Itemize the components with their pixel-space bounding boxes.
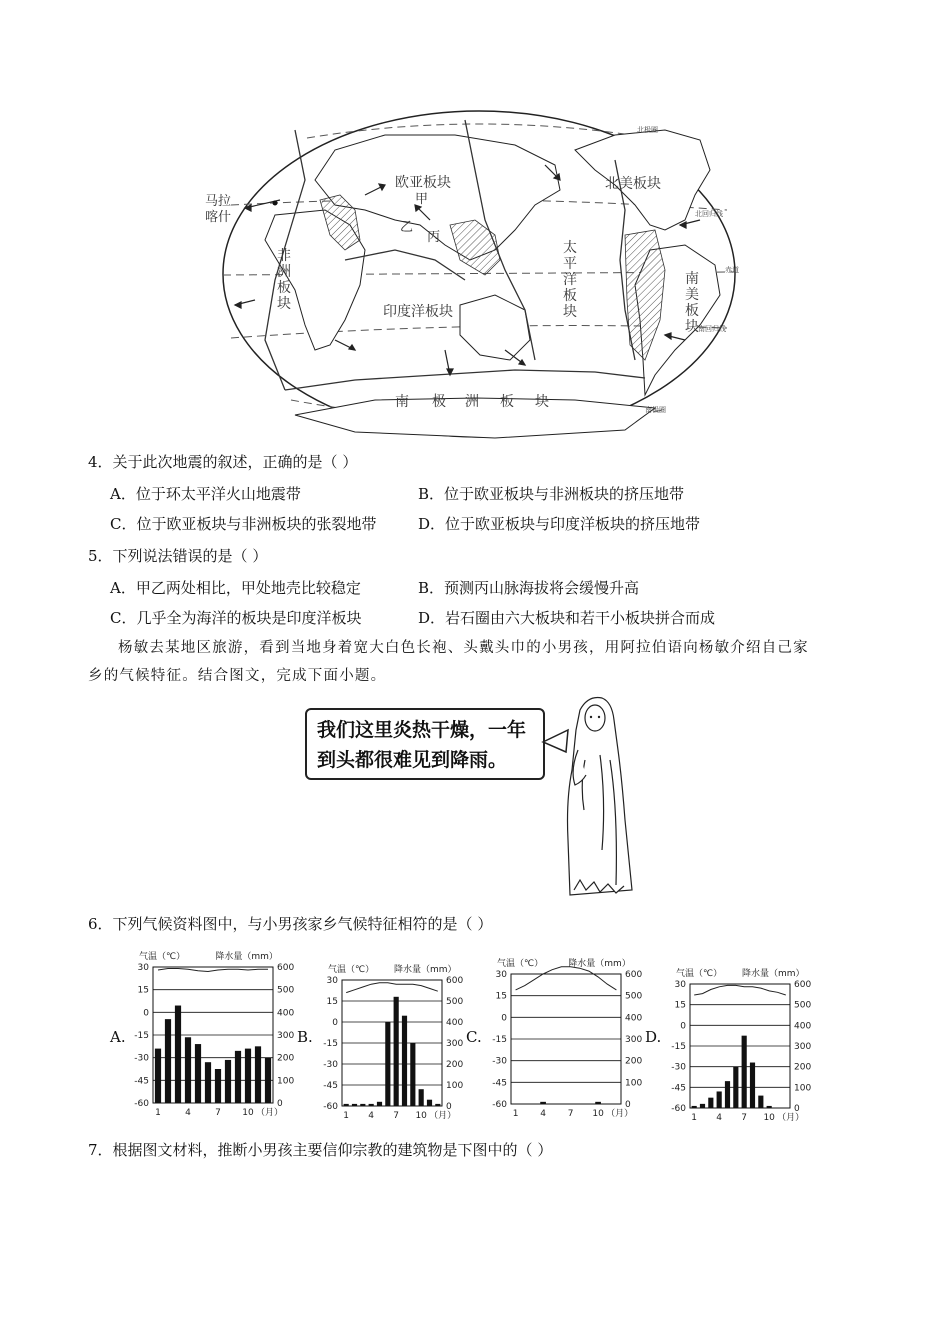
precip-bar — [155, 1049, 161, 1103]
temp-tick: -15 — [671, 1042, 686, 1052]
label-malakesh-2: 喀什 — [205, 210, 232, 225]
label-antarctic-4: 板 — [500, 394, 514, 410]
label-north-america: 北美板块 — [605, 176, 661, 192]
precip-tick: 200 — [277, 1053, 295, 1064]
q4-option-d[interactable]: D．位于欧亚板块与印度洋板块的挤压地带 — [418, 515, 701, 533]
month-tick: 4 — [185, 1108, 191, 1118]
passage-line-1: 杨敏去某地区旅游，看到当地身着宽大白色长袍、头戴头巾的小男孩，用阿拉伯语向杨敏介绍自己家 — [118, 640, 809, 656]
precip-bar — [402, 1016, 407, 1106]
label-south-america-2: 美 — [685, 287, 699, 303]
precip-tick: 400 — [794, 1021, 812, 1032]
q4-stem: 4．关于此次地震的叙述，正确的是（ ） — [88, 453, 358, 471]
chart-b-option-label[interactable]: B. — [297, 1028, 313, 1046]
precip-tick: 400 — [446, 1018, 464, 1028]
temp-tick: -60 — [323, 1102, 338, 1112]
label-eurasia: 欧亚板块 — [395, 175, 451, 191]
precip-bar — [344, 1104, 349, 1106]
precip-tick: 500 — [446, 997, 464, 1007]
month-tick: 10 — [415, 1111, 427, 1120]
label-pacific-3: 洋 — [563, 272, 577, 288]
precip-tick: 500 — [277, 985, 295, 996]
bubble-line-1: 我们这里炎热干燥，一年 — [317, 719, 527, 741]
temp-axis-title: 气温（℃） — [497, 959, 544, 969]
precip-bar — [265, 1058, 271, 1103]
chart-b — [312, 960, 482, 1120]
month-tick: 1 — [155, 1108, 161, 1118]
temp-tick: 15 — [495, 991, 507, 1002]
temp-axis-title: 气温（℃） — [676, 969, 723, 979]
month-tick: 1 — [343, 1111, 350, 1120]
temp-tick: 0 — [501, 1013, 507, 1024]
label-antarctic-5: 块 — [535, 394, 549, 410]
label-south-america-3: 板 — [685, 303, 699, 319]
month-unit: （月） — [256, 1108, 284, 1118]
label-antarctic-3: 洲 — [465, 394, 479, 410]
precip-bar — [410, 1043, 415, 1106]
precip-tick: 100 — [794, 1083, 812, 1094]
month-tick: 7 — [567, 1109, 574, 1118]
bubble-line-2: 到头都很难见到降雨。 — [317, 749, 508, 771]
label-south-america-1: 南 — [685, 271, 699, 287]
precip-tick: 100 — [625, 1078, 643, 1089]
label-pacific-5: 块 — [563, 304, 577, 320]
speech-bubble — [305, 708, 545, 780]
temp-tick: -15 — [134, 1031, 149, 1041]
month-unit: （月） — [429, 1111, 457, 1120]
q4-option-a[interactable]: A．位于环太平洋火山地震带 — [110, 485, 301, 503]
precip-tick: 0 — [625, 1100, 631, 1110]
temp-tick: -60 — [492, 1100, 507, 1110]
precip-bar — [435, 1104, 440, 1106]
precip-bar — [235, 1051, 241, 1103]
month-tick: 10 — [592, 1109, 604, 1118]
precip-bar — [767, 1106, 772, 1108]
month-tick: 7 — [741, 1113, 748, 1123]
temp-tick: -30 — [492, 1056, 507, 1067]
label-tropic-capricorn: 南回归线 — [698, 325, 726, 333]
precip-bar — [185, 1037, 191, 1103]
precip-tick: 200 — [446, 1060, 464, 1070]
precip-bar — [245, 1049, 251, 1103]
temp-axis-title: 气温（℃） — [139, 952, 186, 962]
precip-tick: 500 — [625, 991, 643, 1002]
precip-tick: 600 — [625, 970, 643, 980]
label-africa-3: 板 — [277, 280, 291, 296]
q5-option-c[interactable]: C．几乎全为海洋的板块是印度洋板块 — [110, 609, 362, 627]
precip-tick: 400 — [277, 1008, 295, 1019]
label-africa-4: 块 — [277, 296, 291, 312]
chart-a-option-label[interactable]: A. — [110, 1028, 126, 1046]
temp-tick: 0 — [680, 1021, 686, 1032]
precip-bar — [255, 1046, 261, 1103]
month-unit: （月） — [606, 1109, 634, 1118]
temp-tick: -30 — [671, 1062, 686, 1073]
precip-axis-title: 降水量（mm） — [394, 965, 457, 975]
precip-bar — [205, 1062, 211, 1103]
label-antarctic-2: 极 — [432, 394, 446, 410]
chart-a — [125, 942, 305, 1124]
q5-option-b[interactable]: B．预测丙山脉海拔将会缓慢升高 — [418, 579, 640, 597]
precip-bar — [369, 1104, 374, 1106]
temp-tick: 0 — [143, 1008, 149, 1019]
temp-tick: -30 — [134, 1053, 149, 1064]
month-tick: 4 — [540, 1109, 546, 1118]
precip-bar — [175, 1006, 181, 1103]
chart-c-option-label[interactable]: C. — [466, 1028, 482, 1046]
temp-tick: 30 — [495, 970, 507, 980]
temp-tick: 30 — [326, 976, 338, 986]
precip-bar — [352, 1104, 357, 1106]
temp-tick: -45 — [492, 1078, 507, 1089]
precip-bar — [708, 1098, 713, 1108]
chart-d-option-label[interactable]: D. — [645, 1028, 662, 1046]
precip-bar — [377, 1102, 382, 1106]
precip-bar — [717, 1091, 722, 1108]
month-tick: 1 — [512, 1109, 519, 1118]
temperature-line — [158, 969, 268, 972]
precip-tick: 300 — [794, 1042, 812, 1052]
precip-bar — [427, 1100, 432, 1106]
precip-bar — [195, 1044, 201, 1103]
malakesh-point — [273, 201, 278, 206]
temp-tick: -45 — [323, 1081, 338, 1091]
label-yi: 乙 — [400, 220, 414, 235]
precip-tick: 0 — [446, 1102, 452, 1112]
temp-tick: -60 — [671, 1104, 686, 1114]
precip-bar — [595, 1102, 601, 1104]
precip-bar — [733, 1067, 738, 1108]
chart-d — [660, 964, 820, 1124]
label-pacific-1: 太 — [563, 240, 577, 256]
precip-bar — [419, 1089, 424, 1106]
label-south-america-4: 块 — [685, 319, 699, 335]
month-tick: 10 — [242, 1108, 254, 1118]
label-arctic-circle-s: 南极圈 — [645, 406, 666, 414]
precip-bar — [750, 1063, 755, 1108]
precip-tick: 200 — [794, 1062, 812, 1073]
q4-option-b[interactable]: B．位于欧亚板块与非洲板块的挤压地带 — [418, 485, 685, 503]
temp-tick: -45 — [671, 1083, 686, 1094]
precip-tick: 300 — [277, 1031, 295, 1041]
precip-tick: 600 — [277, 963, 295, 973]
plate-map — [195, 110, 755, 440]
q5-option-a[interactable]: A．甲乙两处相比，甲处地壳比较稳定 — [110, 579, 361, 597]
precip-tick: 600 — [794, 980, 812, 990]
label-africa-2: 洲 — [277, 264, 291, 280]
temp-tick: 15 — [326, 997, 338, 1007]
precip-bar — [725, 1081, 730, 1108]
precip-tick: 300 — [446, 1039, 464, 1049]
precip-bar — [700, 1104, 705, 1108]
temp-tick: 15 — [674, 1000, 686, 1011]
label-antarctic-1: 南 — [395, 394, 409, 410]
precip-bar — [385, 1022, 390, 1106]
label-equator: 赤道 — [725, 266, 739, 274]
label-africa-1: 非 — [277, 248, 291, 264]
label-pacific-2: 平 — [563, 256, 577, 272]
precip-tick: 0 — [794, 1104, 800, 1114]
precip-tick: 300 — [625, 1035, 643, 1045]
temp-tick: 0 — [332, 1018, 338, 1028]
month-tick: 10 — [763, 1113, 775, 1123]
temp-tick: -45 — [134, 1076, 149, 1087]
temperature-line — [516, 967, 617, 990]
q5-stem: 5．下列说法错误的是（ ） — [88, 547, 268, 565]
precip-bar — [215, 1069, 221, 1103]
precip-tick: 0 — [277, 1099, 283, 1109]
precip-axis-title: 降水量（mm） — [568, 959, 631, 969]
temp-tick: 30 — [137, 963, 149, 973]
precip-tick: 200 — [625, 1056, 643, 1067]
temp-tick: -60 — [134, 1099, 149, 1109]
month-tick: 1 — [691, 1113, 698, 1123]
precip-bar — [165, 1019, 171, 1103]
month-unit: （月） — [777, 1113, 805, 1123]
q4-option-c[interactable]: C．位于欧亚板块与非洲板块的张裂地带 — [110, 515, 377, 533]
temperature-line — [346, 983, 438, 993]
precip-tick: 500 — [794, 1000, 812, 1011]
temp-axis-title: 气温（℃） — [328, 965, 375, 975]
precip-axis-title: 降水量（mm） — [742, 969, 805, 979]
label-jia: 甲 — [415, 192, 429, 207]
temp-tick: -15 — [323, 1039, 338, 1049]
temperature-line — [694, 985, 786, 995]
precip-tick: 100 — [446, 1081, 464, 1091]
month-tick: 7 — [393, 1111, 400, 1120]
precip-tick: 600 — [446, 976, 464, 986]
temp-tick: -30 — [323, 1060, 338, 1070]
precip-axis-title: 降水量（mm） — [215, 952, 278, 962]
month-tick: 4 — [716, 1113, 723, 1123]
temp-tick: 30 — [674, 980, 686, 990]
label-arctic-circle-n: 北极圈 — [637, 126, 658, 134]
passage-line-2: 乡的气候特征。结合图文，完成下面小题。 — [88, 668, 387, 684]
precip-bar — [540, 1102, 546, 1104]
precip-tick: 100 — [277, 1076, 295, 1087]
q5-option-d[interactable]: D．岩石圈由六大板块和若干小板块拼合而成 — [418, 609, 716, 627]
label-pacific-4: 板 — [563, 288, 577, 304]
precip-bar — [394, 997, 399, 1106]
label-malakesh-1: 马拉 — [205, 194, 232, 209]
precip-bar — [742, 1036, 747, 1108]
q7-stem: 7．根据图文材料，推断小男孩主要信仰宗教的建筑物是下图中的（ ） — [88, 1141, 553, 1159]
q6-stem: 6．下列气候资料图中，与小男孩家乡气候特征相符的是（ ） — [88, 915, 493, 933]
temp-tick: -15 — [492, 1035, 507, 1045]
label-bing: 丙 — [427, 230, 441, 245]
month-tick: 7 — [215, 1108, 221, 1118]
label-tropic-cancer: 北回归线 — [695, 210, 723, 218]
precip-tick: 400 — [625, 1013, 643, 1024]
precip-bar — [692, 1106, 697, 1108]
arab-boy-illustration — [540, 690, 640, 900]
precip-bar — [225, 1060, 231, 1103]
temp-tick: 15 — [137, 985, 149, 996]
precip-bar — [758, 1096, 763, 1108]
month-tick: 4 — [368, 1111, 375, 1120]
label-indian-ocean: 印度洋板块 — [383, 304, 453, 320]
chart-c — [481, 950, 651, 1118]
precip-bar — [360, 1104, 365, 1106]
